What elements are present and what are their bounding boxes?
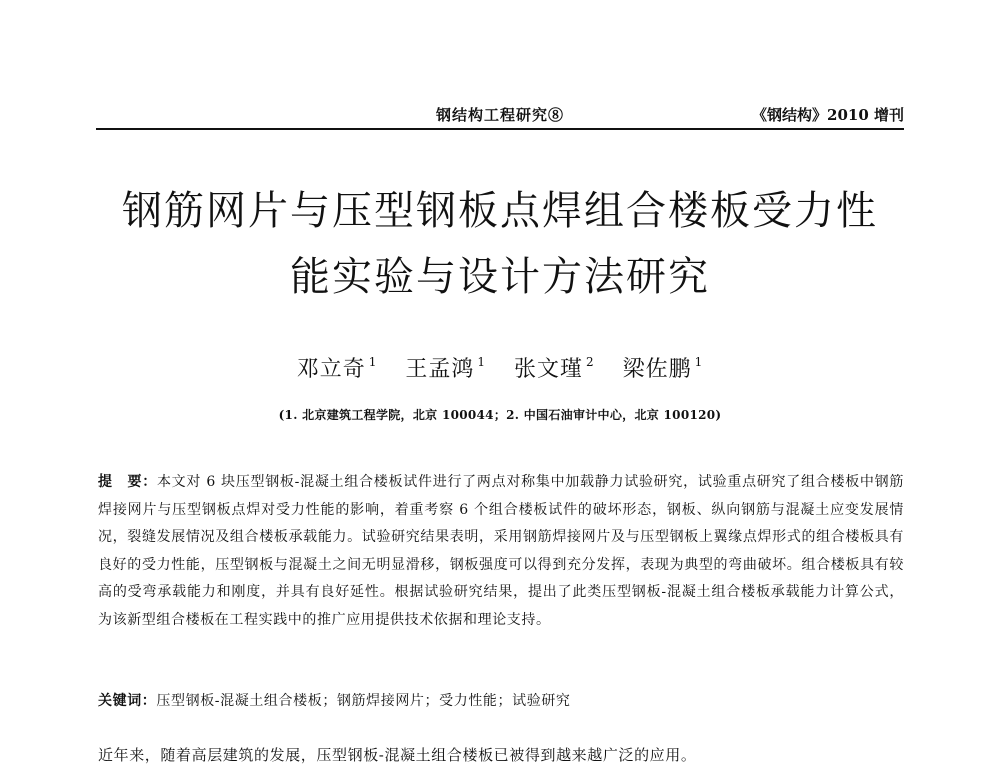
author — [514, 357, 595, 382]
author — [623, 357, 704, 382]
body-text-start: 近年来，随着高层建筑的发展，压型钢板-混凝土组合楼板已被得到越来越广泛的应用。 — [98, 746, 697, 764]
author-affiliation-mark: 1 — [694, 355, 704, 369]
paper-title-line-1: 钢筋网片与压型钢板点焊组合楼板受力性 — [122, 188, 878, 234]
keywords-label: 关键词： — [98, 693, 157, 709]
author-name: 邓立奇 — [296, 357, 366, 382]
keywords — [98, 690, 904, 710]
author-affiliation-mark: 1 — [477, 355, 486, 369]
affiliations: (1. 北京建筑工程学院，北京 100044；2. 中国石油审计中心，北京 100120) — [278, 408, 722, 422]
paper-title-line-2: 能实验与设计方法研究 — [290, 254, 710, 300]
running-header — [96, 96, 904, 130]
author-affiliation-mark: 1 — [368, 355, 378, 369]
author — [405, 357, 486, 382]
journal-issue-label: 《钢结构》2010 增刊 — [752, 106, 904, 124]
journal-series-label: 钢结构工程研究⑧ — [436, 106, 565, 124]
abstract-label: 提 要： — [98, 474, 157, 490]
author — [297, 357, 378, 382]
author-name: 梁佐鹏 — [622, 357, 692, 382]
author-list — [96, 352, 904, 383]
author-name: 王孟鸿 — [405, 357, 475, 382]
keywords-text: 压型钢板-混凝土组合楼板；钢筋焊接网片；受力性能；试验研究 — [156, 693, 571, 709]
paper-title — [96, 178, 904, 310]
author-affiliation-mark: 2 — [586, 355, 595, 369]
author-name: 张文瑾 — [514, 357, 584, 382]
abstract — [98, 469, 904, 634]
abstract-text: 本文对 6 块压型钢板-混凝土组合楼板试件进行了两点对称集中加载静力试验研究，试验重点研究了组合楼板中钢筋焊接网片与压型钢板点焊对受力性能的影响，着重考察 6 个组合楼板试件的破坏形态，钢板、纵向钢筋与混凝土应变发展情况，裂缝发展情况及组合楼板承载能力。试验研究结果表明，采用钢筋焊接网片及与压型钢板上翼缘点焊形式的组合楼板具有良好的受力性能，压型钢板与混凝土之间无明显滑移，钢板强度可以得到充分发挥，表现为典型的弯曲破坏。组合楼板具有较高的受弯承载能力和刚度，并具有良好延性。根据试验研究结果，提出了此类压型钢板-混凝土组合楼板承载能力计算公式，为该新型组合楼板在工程实践中的推广应用提供技术依据和理论支持。 — [98, 474, 904, 628]
